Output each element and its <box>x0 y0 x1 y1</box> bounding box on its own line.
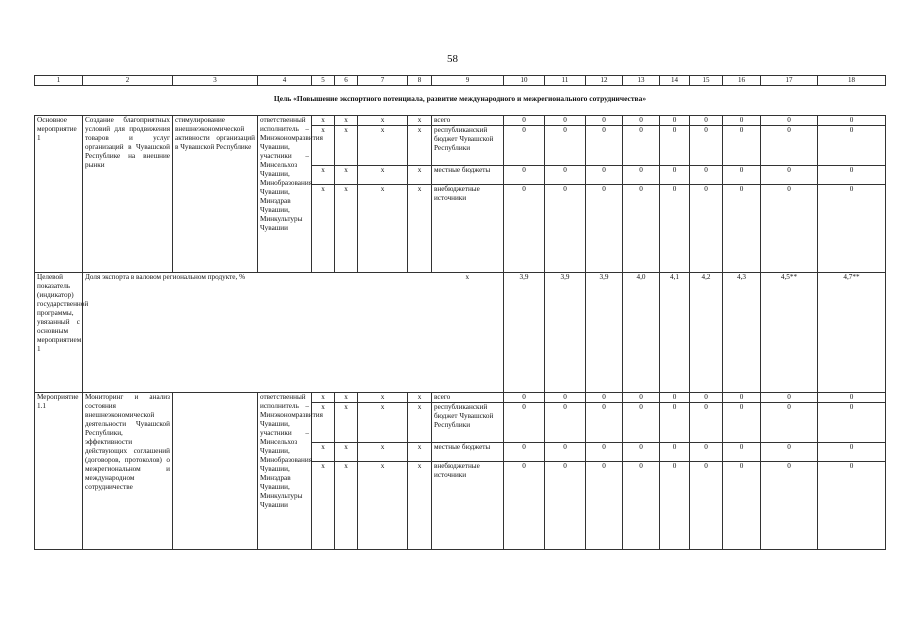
table-cell: 0 <box>818 166 886 185</box>
table-cell: 0 <box>504 443 545 462</box>
table-cell: x <box>335 443 358 462</box>
table-cell: 0 <box>586 126 623 166</box>
table-cell: x <box>312 462 335 550</box>
table-cell: 0 <box>504 116 545 126</box>
event-name: Мониторинг и анализ состояния внешнеэкономической деятельности Чувашской Республики, эффективности действующих соглашений (договоров, протоколов) о межрегиональном и международном сотрудничестве <box>83 393 173 550</box>
table-cell: x <box>335 116 358 126</box>
table-cell: x <box>335 166 358 185</box>
table-cell: 0 <box>586 462 623 550</box>
table-cell: 0 <box>660 403 690 443</box>
table-cell: 0 <box>690 185 723 273</box>
table-cell: 0 <box>545 443 586 462</box>
table-cell: x <box>312 166 335 185</box>
table-cell: 0 <box>586 166 623 185</box>
table-cell: 0 <box>586 185 623 273</box>
table-cell: 0 <box>504 393 545 403</box>
table-cell: 0 <box>623 403 660 443</box>
indicator-value: 4,5** <box>761 273 818 393</box>
table-cell: 0 <box>818 393 886 403</box>
table-cell: 0 <box>623 166 660 185</box>
table-cell: x <box>312 403 335 443</box>
event-type: Основное мероприятие 1 <box>35 116 83 273</box>
page-number: 58 <box>447 53 458 65</box>
indicator-value: 4,7** <box>818 273 886 393</box>
column-number: 8 <box>408 76 432 86</box>
funding-source: местные бюджеты <box>432 166 504 185</box>
table-cell: 0 <box>504 166 545 185</box>
column-number: 5 <box>312 76 335 86</box>
column-number: 10 <box>504 76 545 86</box>
table-cell: x <box>312 443 335 462</box>
indicator-value: 3,9 <box>545 273 586 393</box>
table-cell: x <box>335 403 358 443</box>
table-cell: 0 <box>623 185 660 273</box>
table-cell: x <box>312 185 335 273</box>
table-cell: 0 <box>723 443 761 462</box>
table-row <box>35 116 886 126</box>
table-cell: 0 <box>723 116 761 126</box>
column-number: 7 <box>358 76 408 86</box>
table-cell: 0 <box>545 393 586 403</box>
table-cell: 0 <box>723 462 761 550</box>
table-cell: 0 <box>660 126 690 166</box>
table-cell: 0 <box>761 462 818 550</box>
table-cell: 0 <box>818 462 886 550</box>
table-cell: 0 <box>818 126 886 166</box>
column-number: 3 <box>173 76 258 86</box>
table-cell: x <box>408 443 432 462</box>
table-cell: 0 <box>586 116 623 126</box>
table-cell: 0 <box>818 403 886 443</box>
table-cell: 0 <box>660 443 690 462</box>
table-cell: 0 <box>818 443 886 462</box>
column-number-row <box>35 76 886 86</box>
funding-source: внебюджетные источники <box>432 462 504 550</box>
indicator-value: 4,2 <box>690 273 723 393</box>
table-cell: 0 <box>723 126 761 166</box>
table-cell: 0 <box>504 126 545 166</box>
column-number: 15 <box>690 76 723 86</box>
table-cell: 0 <box>586 443 623 462</box>
table-cell: x <box>312 116 335 126</box>
table-cell: x <box>335 462 358 550</box>
table-cell: x <box>408 126 432 166</box>
table-cell: 0 <box>623 443 660 462</box>
table-cell: 0 <box>545 116 586 126</box>
table-cell: 0 <box>623 126 660 166</box>
event-task: стимулирование внешнеэкономической активности организаций в Чувашской Республике <box>173 116 258 273</box>
program-table <box>34 75 886 550</box>
table-cell: x <box>312 126 335 166</box>
table-cell: 0 <box>690 462 723 550</box>
table-cell: 0 <box>723 185 761 273</box>
table-cell: 0 <box>586 393 623 403</box>
table-cell: x <box>335 126 358 166</box>
table-cell: 0 <box>660 116 690 126</box>
table-cell: 0 <box>660 393 690 403</box>
indicator-value: 4,3 <box>723 273 761 393</box>
table-cell: 0 <box>761 166 818 185</box>
table-cell: x <box>408 403 432 443</box>
table-cell: 0 <box>690 443 723 462</box>
table-cell: 0 <box>818 185 886 273</box>
funding-source: всего <box>432 116 504 126</box>
column-number: 18 <box>818 76 886 86</box>
event-type: Мероприятие 1.1 <box>35 393 83 550</box>
indicator-value: 4,1 <box>660 273 690 393</box>
indicator-row <box>35 273 886 393</box>
indicator-value: 3,9 <box>504 273 545 393</box>
table-cell: x <box>408 462 432 550</box>
table-cell: 0 <box>690 393 723 403</box>
column-number: 16 <box>723 76 761 86</box>
table-cell: 0 <box>545 185 586 273</box>
table-cell: 0 <box>761 185 818 273</box>
column-number: 11 <box>545 76 586 86</box>
table-cell: 0 <box>660 166 690 185</box>
table-cell: 0 <box>690 126 723 166</box>
table-cell: 0 <box>545 126 586 166</box>
table-cell: 0 <box>690 403 723 443</box>
table-cell: 0 <box>545 403 586 443</box>
table-cell: 0 <box>623 393 660 403</box>
table-cell: 0 <box>504 462 545 550</box>
table-cell: 0 <box>690 116 723 126</box>
table-cell: x <box>358 462 408 550</box>
table-cell: 0 <box>761 443 818 462</box>
table-cell: 0 <box>723 393 761 403</box>
column-number: 17 <box>761 76 818 86</box>
table-cell: x <box>312 393 335 403</box>
table-cell: x <box>335 393 358 403</box>
table-cell: x <box>358 443 408 462</box>
table-row <box>35 393 886 403</box>
table-cell: 0 <box>623 462 660 550</box>
funding-source: местные бюджеты <box>432 443 504 462</box>
table-cell: 0 <box>504 185 545 273</box>
column-number: 12 <box>586 76 623 86</box>
funding-source: республиканский бюджет Чувашской Республики <box>432 126 504 166</box>
table-cell: x <box>358 393 408 403</box>
table-cell: x <box>408 393 432 403</box>
column-number: 14 <box>660 76 690 86</box>
table-cell: 0 <box>660 185 690 273</box>
table-cell: 0 <box>545 462 586 550</box>
event-name: Создание благоприятных условий для продвижения товаров и услуг организаций в Чувашской Республике на внешние рынки <box>83 116 173 273</box>
funding-source: республиканский бюджет Чувашской Республики <box>432 403 504 443</box>
table-cell: 0 <box>761 126 818 166</box>
indicator-value: 3,9 <box>586 273 623 393</box>
table-cell: 0 <box>623 116 660 126</box>
table-cell: x <box>358 166 408 185</box>
column-number: 9 <box>432 76 504 86</box>
table-cell: 0 <box>545 166 586 185</box>
table-cell: 0 <box>504 403 545 443</box>
indicator-mark: x <box>432 273 504 393</box>
table-cell: 0 <box>690 166 723 185</box>
column-number: 2 <box>83 76 173 86</box>
goal-title: Цель «Повышение экспортного потенциала, развитие международного и межрегионального сотрудничества» <box>35 86 886 116</box>
table-cell: 0 <box>761 403 818 443</box>
indicator-label: Целевой показатель (индикатор) государственной программы, увязанный с основным мероприятием 1 <box>35 273 83 393</box>
table-cell: x <box>358 116 408 126</box>
table-cell: 0 <box>761 393 818 403</box>
table-cell: x <box>358 403 408 443</box>
table-cell: x <box>408 166 432 185</box>
column-number: 6 <box>335 76 358 86</box>
indicator-value: 4,0 <box>623 273 660 393</box>
table-cell: x <box>408 185 432 273</box>
table-cell: x <box>358 185 408 273</box>
table-cell: 0 <box>818 116 886 126</box>
table-cell: 0 <box>660 462 690 550</box>
table-cell: 0 <box>723 403 761 443</box>
table-cell: x <box>335 185 358 273</box>
column-number: 13 <box>623 76 660 86</box>
funding-source: всего <box>432 393 504 403</box>
indicator-text: Доля экспорта в валовом региональном продукте, % <box>83 273 432 393</box>
table-cell: 0 <box>723 166 761 185</box>
column-number: 1 <box>35 76 83 86</box>
table-cell: 0 <box>761 116 818 126</box>
event-executors: ответственный исполнитель – Минэкономразвития Чувашии, участники – Минсельхоз Чувашии, Минобразования Чувашии, Минздрав Чувашии, Минкультуры Чувашии <box>258 116 312 273</box>
column-number: 4 <box>258 76 312 86</box>
event-task <box>173 393 258 550</box>
table-cell: 0 <box>586 403 623 443</box>
table-cell: x <box>358 126 408 166</box>
event-executors: ответственный исполнитель – Минэкономразвития Чувашии, участники – Минсельхоз Чувашии, Минобразования Чувашии, Минздрав Чувашии, Минкультуры Чувашии <box>258 393 312 550</box>
table-cell: x <box>408 116 432 126</box>
goal-row <box>35 86 886 116</box>
funding-source: внебюджетные источники <box>432 185 504 273</box>
